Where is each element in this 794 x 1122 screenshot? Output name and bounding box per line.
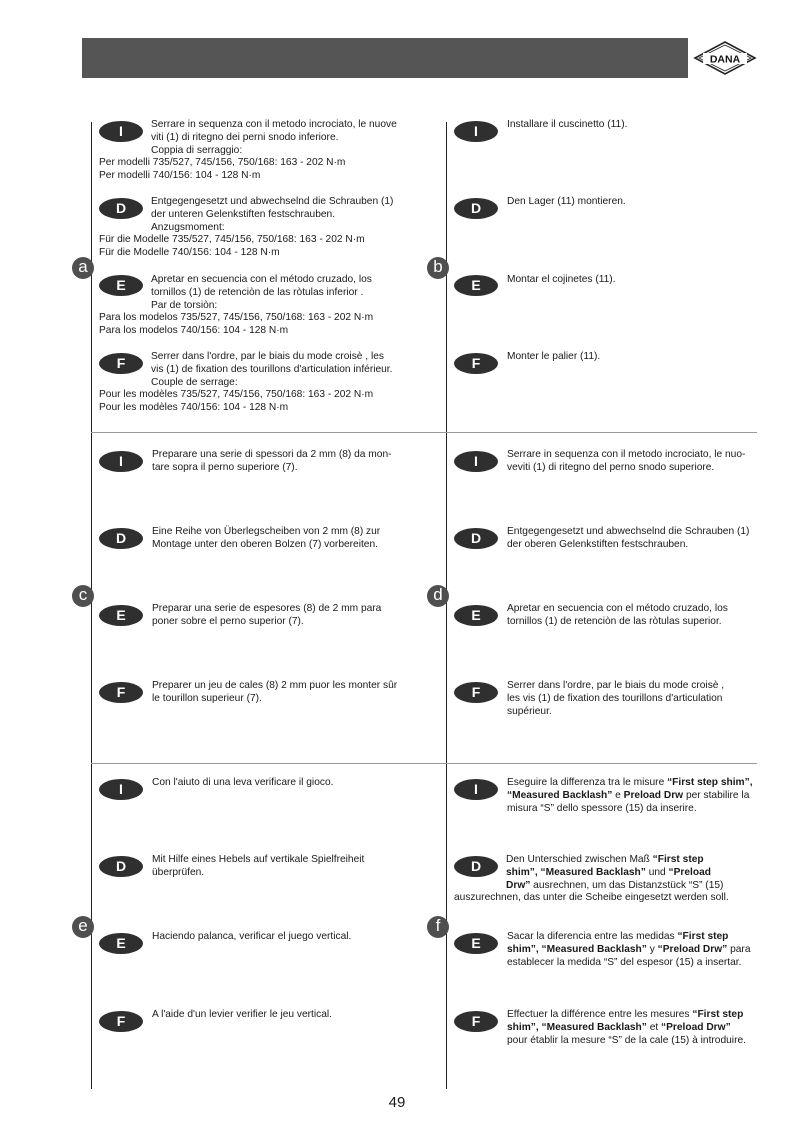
instruction-d-it: Serrare in sequenza con il metodo incrociato, le nuo- veviti (1) di ritegno del perno snodo superiore.	[507, 449, 746, 473]
instruction-c-it: Preparare una serie di spessori da 2 mm (8) da mon- tare sopra il perno superiore (7).	[152, 449, 392, 473]
lang-badge-french: F	[99, 353, 143, 374]
instruction-c-de: Eine Reihe von Überlegscheiben von 2 mm (8) zur Montage unter den oberen Bolzen (7) vorbereiten.	[152, 526, 381, 550]
section-label-f: f	[427, 916, 449, 938]
lang-badge-french: F	[99, 1011, 143, 1032]
instruction-f-es: Sacar la diferencia entre las medidas “First step shim”, “Measured Backlash” y “Preload Drw” para establecer la medida “S” del espesor (15) a insertar.	[507, 931, 751, 968]
lang-badge-german: D	[99, 528, 143, 549]
lang-badge-spanish: E	[99, 275, 143, 296]
lang-badge-german: D	[99, 198, 143, 219]
section-label-c: c	[72, 585, 94, 607]
instruction-a-fr: Serrer dans l'ordre, par le biais du mode croisè , les vis (1) de fixation des tourillons d'articulation inférieur. Couple de serrage: Pour les modèles 735/527, 745/156, 750/168: 163 - 202 N·m Pour les modèles 740/156: 104 - 128 N·m	[99, 351, 393, 414]
instruction-b-es: Montar el cojinetes (11).	[507, 274, 616, 285]
instruction-c-fr: Preparer un jeu de cales (8) 2 mm puor les monter sûr le tourillon superieur (7).	[152, 680, 398, 704]
instruction-f-de: Den Unterschied zwischen Maß “First step shim”, “Measured Backlash” und “Preload Drw” ausrechnen, um das Distanzstück “S” (15) auszurechnen, das unter die Scheibe eingesetzt werden soll.	[454, 854, 729, 904]
header-bar	[82, 38, 688, 78]
instruction-e-it: Con l'aiuto di una leva verificare il gioco.	[152, 777, 334, 788]
lang-badge-italian: I	[99, 451, 143, 472]
lang-badge-italian: I	[454, 451, 498, 472]
instruction-a-it: Serrare in sequenza con il metodo incrociato, le nuove viti (1) di ritegno dei perni snodo inferiore. Coppia di serraggio: Per modelli 735/527, 745/156, 750/168: 163 - 202 N·m Per modelli 740/156: 104 - 128 N·m	[99, 119, 397, 182]
dana-logo	[693, 40, 757, 76]
section-label-e: e	[72, 916, 94, 938]
instruction-d-de: Entgegengesetzt und abwechselnd die Schrauben (1) der oberen Gelenkstiften festschrauben.	[507, 526, 750, 550]
section-label-b: b	[427, 257, 449, 279]
lang-badge-french: F	[454, 1011, 498, 1032]
instruction-b-de: Den Lager (11) montieren.	[507, 196, 626, 207]
lang-badge-french: F	[454, 353, 498, 374]
lang-badge-german: D	[454, 528, 498, 549]
lang-badge-italian: I	[454, 779, 498, 800]
instruction-f-fr: Effectuer la différence entre les mesures “First step shim”, “Measured Backlash” et “Preload Drw” pour établir la mesure “S” de la cale (15) à introduire.	[507, 1009, 746, 1046]
lang-badge-spanish: E	[99, 933, 143, 954]
svg-text:DANA: DANA	[709, 53, 741, 66]
lang-badge-german: D	[454, 198, 498, 219]
lang-badge-french: F	[99, 682, 143, 703]
lang-badge-french: F	[454, 682, 498, 703]
instruction-b-it: Installare il cuscinetto (11).	[507, 119, 628, 130]
lang-badge-spanish: E	[454, 275, 498, 296]
instruction-d-fr: Serrer dans l'ordre, par le biais du mode croisè , les vis (1) de fixation des tourillons d'articulation supérieur.	[507, 680, 725, 717]
section-label-d: d	[427, 585, 449, 607]
lang-badge-spanish: E	[99, 605, 143, 626]
lang-badge-spanish: E	[454, 605, 498, 626]
page-number: 49	[388, 1094, 406, 1111]
row-separator-2	[91, 763, 757, 764]
lang-badge-italian: I	[454, 121, 498, 142]
instruction-a-es: Apretar en secuencia con el método cruzado, los tornillos (1) de retenciòn de las ròtulas inferior . Par de torsiòn: Para los modelos 735/527, 745/156, 750/168: 163 - 202 N·m Para los modelos 740/156: 104 - 128 N·m	[99, 274, 374, 337]
instruction-c-es: Preparar una serie de espesores (8) de 2 mm para poner sobre el perno superior (7).	[152, 603, 382, 627]
lang-badge-italian: I	[99, 779, 143, 800]
lang-badge-german: D	[99, 856, 143, 877]
instruction-a-de: Entgegengesetzt und abwechselnd die Schrauben (1) der unteren Gelenkstiften festschrauben. Anzugsmoment: Für die Modelle 735/527, 745/156, 750/168: 163 - 202 N·m Für die Modelle 740/156: 104 - 128 N·m	[99, 196, 394, 259]
lang-badge-italian: I	[99, 121, 143, 142]
section-label-a: a	[72, 257, 94, 279]
instruction-f-it: Eseguire la differenza tra le misure “First step shim”, “Measured Backlash” e Preload Drw per stabilire la misura “S” dello spessore (15) da inserire.	[507, 777, 753, 814]
instruction-e-fr: A l'aide d'un levier verifier le jeu vertical.	[152, 1009, 332, 1020]
instruction-e-de: Mit Hilfe eines Hebels auf vertikale Spielfreiheit überprüfen.	[152, 854, 365, 878]
instruction-d-es: Apretar en secuencia con el método cruzado, los tornillos (1) de retenciòn de las ròtulas superior.	[507, 603, 728, 627]
lang-badge-german: D	[454, 856, 498, 877]
instruction-e-es: Haciendo palanca, verificar el juego vertical.	[152, 931, 352, 942]
lang-badge-spanish: E	[454, 933, 498, 954]
row-separator-1	[91, 432, 757, 433]
instruction-b-fr: Monter le palier (11).	[507, 351, 601, 362]
